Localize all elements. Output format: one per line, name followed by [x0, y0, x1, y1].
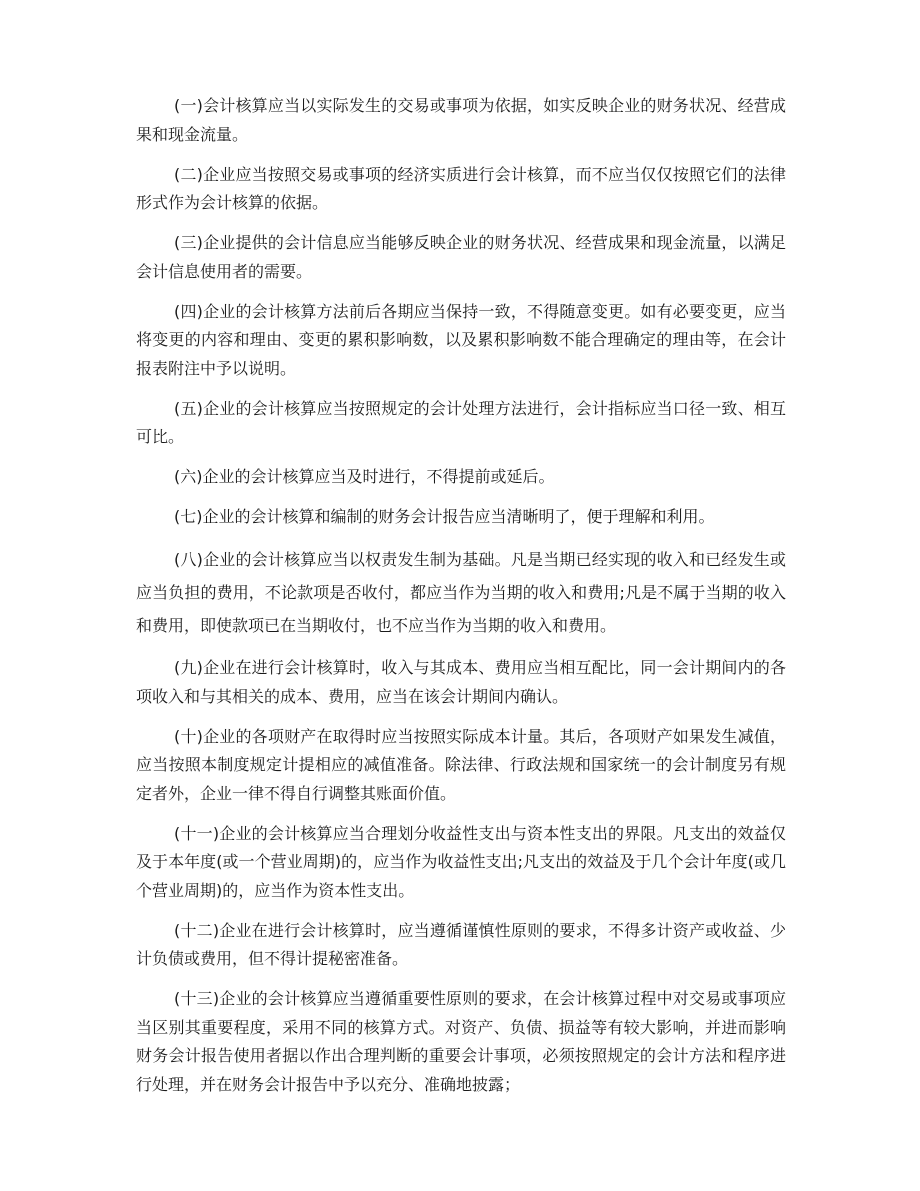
paragraph-5: (五)企业的会计核算应当按照规定的会计处理方法进行，会计指标应当口径一致、相互可比。	[136, 398, 786, 446]
paragraph-6: (六)企业的会计核算应当及时进行，不得提前或延后。	[174, 467, 555, 486]
paragraph-10: (十)企业的各项财产在取得时应当按照实际成本计量。其后，各项财产如果发生减值，应当按照本制度规定计提相应的减值准备。除法律、行政法规和国家统一的会计制度另有规定者外，企业一律不得自行调整其账面价值。	[136, 726, 786, 803]
paragraph-11: (十一)企业的会计核算应当合理划分收益性支出与资本性支出的界限。凡支出的效益仅及于本年度(或一个营业周期)的，应当作为收益性支出;凡支出的效益及于几个会计年度(或几个营业周期)的，应当作为资本性支出。	[136, 823, 786, 900]
paragraph-3: (三)企业提供的会计信息应当能够反映企业的财务状况、经营成果和现金流量，以满足会计信息使用者的需要。	[136, 233, 786, 281]
paragraph-4: (四)企业的会计核算方法前后各期应当保持一致，不得随意变更。如有必要变更，应当将变更的内容和理由、变更的累积影响数，以及累积影响数不能合理确定的理由等，在会计报表附注中予以说明。	[136, 301, 786, 378]
paragraph-9: (九)企业在进行会计核算时，收入与其成本、费用应当相互配比，同一会计期间内的各项收入和与其相关的成本、费用，应当在该会计期间内确认。	[136, 658, 786, 706]
paragraph-12: (十二)企业在进行会计核算时，应当遵循谨慎性原则的要求，不得多计资产或收益、少计负债或费用，但不得计提秘密准备。	[136, 920, 786, 968]
document-body	[136, 92, 786, 1111]
paragraph-1: (一)会计核算应当以实际发生的交易或事项为依据，如实反映企业的财务状况、经营成果和现金流量。	[136, 96, 786, 144]
paragraph-7: (七)企业的会计核算和编制的财务会计报告应当清晰明了，便于理解和利用。	[174, 507, 715, 526]
paragraph-13: (十三)企业的会计核算应当遵循重要性原则的要求，在会计核算过程中对交易或事项应当区别其重要程度，采用不同的核算方式。对资产、负债、损益等有较大影响，并进而影响财务会计报告使用者据以作出合理判断的重要会计事项，必须按照规定的会计方法和程序进行处理，并在财务会计报告中予以充分、准确地披露；	[136, 989, 786, 1094]
paragraph-2: (二)企业应当按照交易或事项的经济实质进行会计核算，而不应当仅仅按照它们的法律形式作为会计核算的依据。	[136, 164, 786, 212]
paragraph-8: (八)企业的会计核算应当以权责发生制为基础。凡是当期已经实现的收入和已经发生或应当负担的费用，不论款项是否收付，都应当作为当期的收入和费用;凡是不属于当期的收入和费用，即使款项已在当期收付，也不应当作为当期的收入和费用。	[136, 550, 786, 635]
